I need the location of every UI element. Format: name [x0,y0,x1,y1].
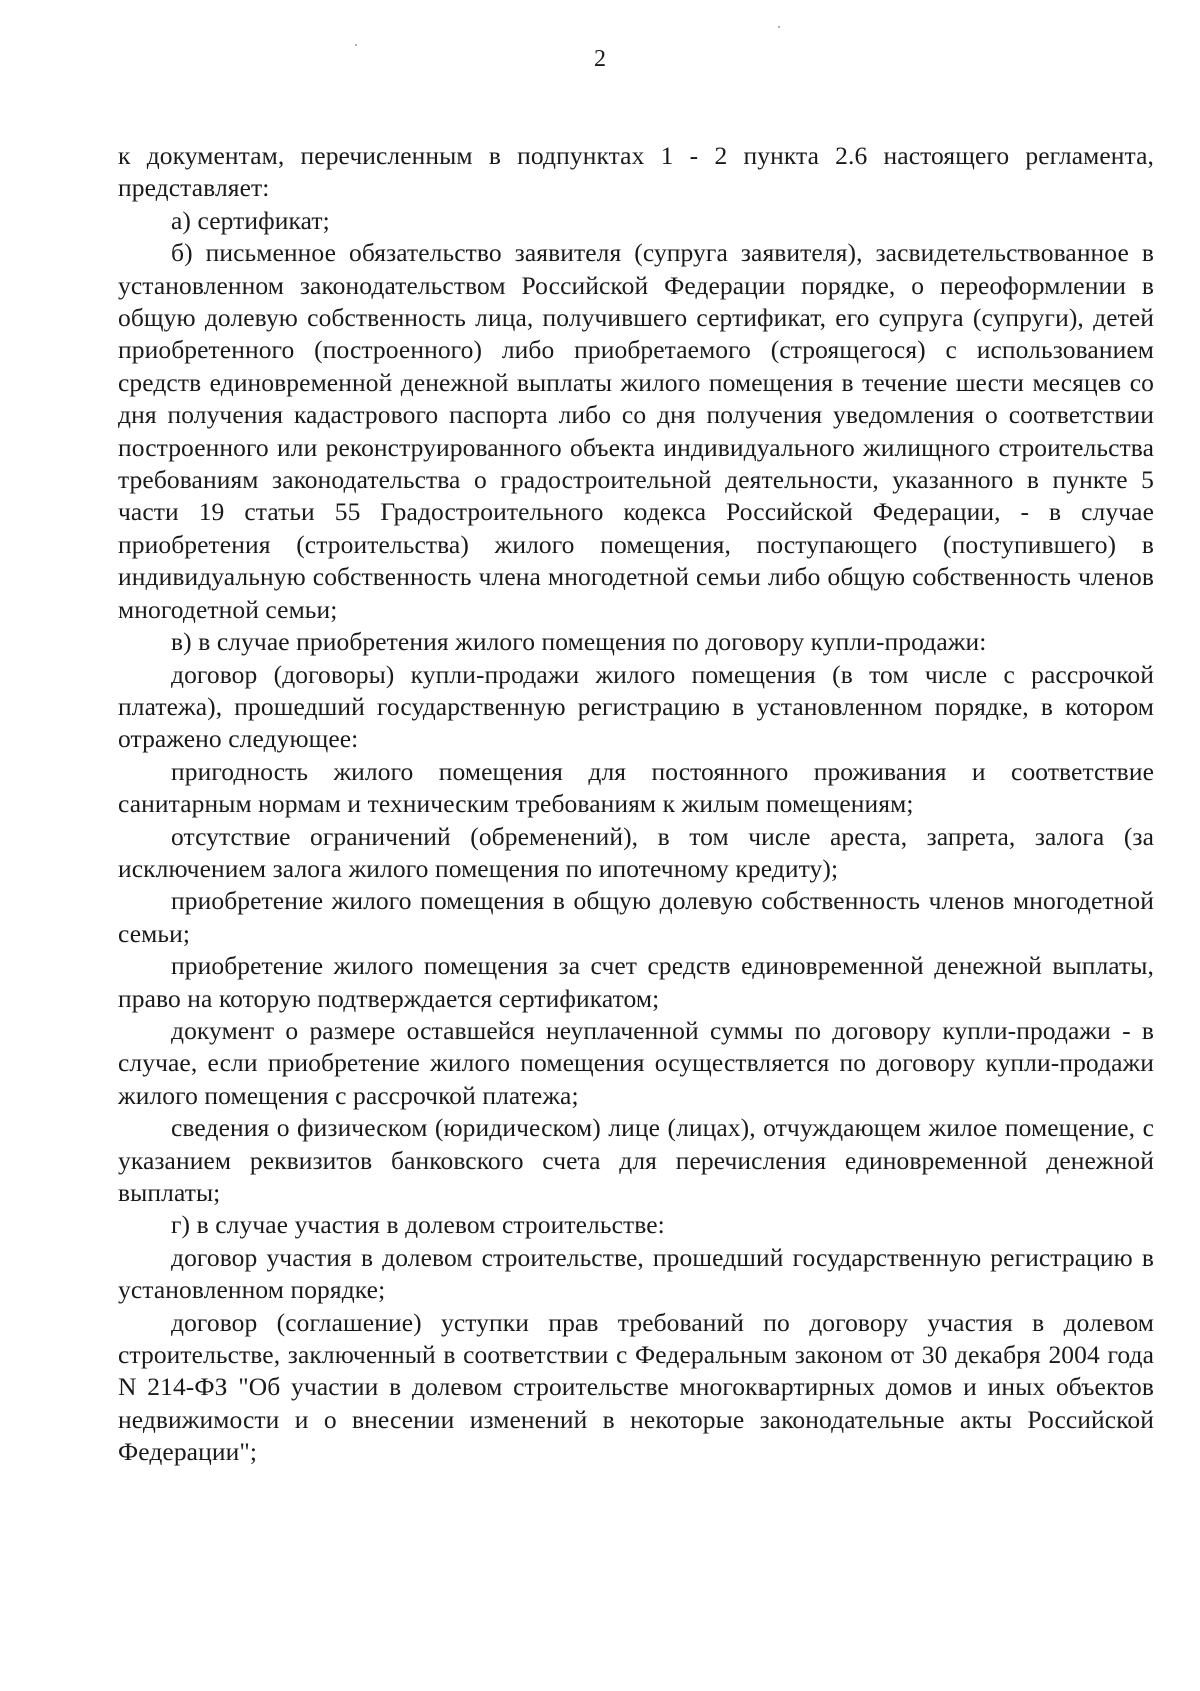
paragraph-v-purchase: в) в случае приобретения жилого помещения по договору купли-продажи: [171,627,987,657]
paragraph-sale-contract: договор (договоры) купли-продажи жилого помещения (в том числе с рассрочкой платежа), прошедший государственную регистрацию в установленном порядке, в котором отражено следующее: [118,659,1154,754]
paragraph-participation-contract: договор участия в долевом строительстве, прошедший государственную регистрацию в установленном порядке; [118,1242,1154,1305]
paragraph-no-encumbrances: отсутствие ограничений (обременений), в том числе ареста, запрета, залога (за исключением залога жилого помещения по ипотечному кредиту); [118,821,1154,883]
scan-speck [778,26,780,28]
paragraph-remaining-sum: документ о размере оставшейся неуплаченной суммы по договору купли-продажи - в случае, если приобретение жилого помещения осуществляется по договору купли-продажи жилого помещения с рассрочкой платежа; [118,1015,1154,1110]
paragraph-a-certificate: а) сертификат; [171,205,330,235]
paragraph-intro: к документам, перечисленным в подпунктах 1 - 2 пункта 2.6 настоящего регламента, представляет: [118,141,1154,203]
paragraph-assignment-contract: договор (соглашение) уступки прав требований по договору участия в долевом строительстве, заключенный в соответствии с Федеральным законом от 30 декабря 2004 года N 214-ФЗ "Об участии в долевом строительстве многоквартирных домов и иных объектов недвижимости и о внесении изменений в некоторые законодательные акты Российской Федерации"; [118,1307,1154,1467]
document-body [118,140,1154,1469]
paragraph-b-obligation: б) письменное обязательство заявителя (супруга заявителя), засвидетельствованное в установленном законодательством Российской Федерации порядке, о переоформлении в общую долевую собственность лица, получившего сертификат, его супруга (супруги), детей приобретенного (построенного) либо приобретаемого (строящегося) с использованием средств единовременной денежной выплаты жилого помещения в течение шести месяцев со дня получения кадастрового паспорта либо со дня получения уведомления о соответствии построенного или реконструированного объекта индивидуального жилищного строительства требованиям законодательства о градостроительной деятельности, указанного в пункте 5 части 19 статьи 55 Градостроительного кодекса Российской Федерации, - в случае приобретения (строительства) жилого помещения, поступающего (поступившего) в индивидуальную собственность члена многодетной семьи либо общую собственность членов многодетной семьи; [118,238,1154,624]
page-number: 2 [594,46,606,72]
paragraph-shared-ownership: приобретение жилого помещения в общую долевую собственность членов многодетной семьи; [118,886,1154,948]
paragraph-suitability: пригодность жилого помещения для постоянного проживания и соответствие санитарным нормам и техническим требованиям к жилым помещениям; [118,756,1154,819]
paragraph-seller-info: сведения о физическом (юридическом) лице (лицах), отчуждающем жилое помещение, с указанием реквизитов банковского счета для перечисления единовременной денежной выплаты; [118,1113,1154,1207]
paragraph-payment-source: приобретение жилого помещения за счет средств единовременной денежной выплаты, право на которую подтверждается сертификатом; [118,951,1154,1013]
paragraph-g-shared-construction: г) в случае участия в долевом строительстве: [171,1210,665,1240]
